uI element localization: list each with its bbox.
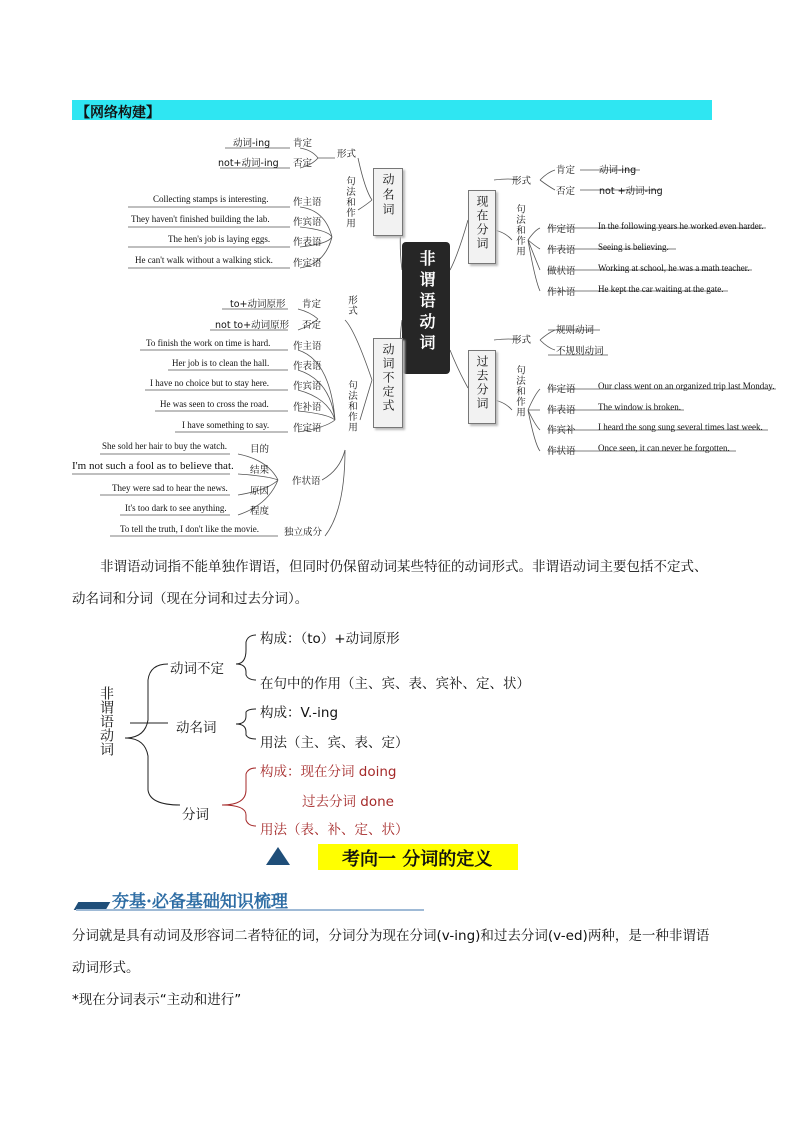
past-use-3-left: 作宾补 — [547, 425, 576, 436]
infinitive-adv-2-left: I'm not such a fool as to believe that. — [72, 460, 234, 472]
gerund-use-1-right: 作主语 — [293, 197, 322, 208]
infinitive-form-2-right: 否定 — [302, 320, 322, 331]
past-use-3-right: I heard the song sung several times last week. — [598, 422, 763, 432]
tree-root: 非谓语动词 — [98, 686, 114, 756]
past-box-label: 过去分词 — [475, 355, 489, 411]
kaoxiang-title: 考向一 分词的定义 — [342, 849, 493, 870]
header-label: 【网络构建】 — [76, 105, 160, 121]
body-line-1: 分词就是具有动词及形容词二者特征的词，分词分为现在分词(v-ing)和过去分词(v-ed)两种，是一种非谓语 — [72, 928, 710, 944]
infinitive-adv-1-left: She sold her hair to buy the watch. — [102, 441, 227, 451]
infinitive-adv-2-right: 结果 — [250, 465, 270, 476]
present-form-2-right: not +动词-ing — [599, 186, 663, 197]
present-form-2-left: 否定 — [556, 186, 576, 197]
intro-line-1: 非谓语动词指不能单独作谓语，但同时仍保留动词某些特征的动词形式。非谓语动词主要包括不定式、 — [100, 559, 708, 575]
infinitive-form-label: 形式 — [346, 295, 357, 316]
tree-infinitive-form: 构成：（to）+动词原形 — [260, 631, 400, 647]
infinitive-use-5-left: I have something to say. — [182, 420, 270, 430]
present-box-label: 现在分词 — [475, 195, 489, 251]
gerund-form-2-right: 否定 — [293, 158, 313, 169]
intro-line-2: 动名词和分词（现在分词和过去分词）。 — [72, 591, 309, 607]
section-title: 夯基·必备基础知识梳理 — [112, 892, 288, 912]
tree-gerund-label: 动名词 — [176, 720, 217, 736]
infinitive-independent-left: To tell the truth, I don't like the movie. — [120, 524, 259, 534]
infinitive-use-3-left: I have no choice but to stay here. — [150, 378, 269, 388]
present-use-1-right: In the following years he worked even harder. — [598, 221, 764, 231]
infinitive-adv-3-right: 原因 — [250, 486, 270, 497]
gerund-form-1-right: 肯定 — [293, 138, 313, 149]
gerund-form-2-left: not+动词-ing — [218, 158, 279, 169]
past-use-label: 句法和作用 — [514, 365, 525, 418]
infinitive-box-label: 动词不定式 — [381, 343, 395, 413]
tree-infinitive-use: 在句中的作用（主、宾、表、宾补、定、状） — [260, 676, 530, 692]
infinitive-use-5-right: 作定语 — [293, 423, 322, 434]
present-use-2-left: 作表语 — [547, 245, 576, 256]
body-line-3: *现在分词表示“主动和进行” — [72, 992, 242, 1008]
gerund-use-4-right: 作定语 — [293, 258, 322, 269]
infinitive-adv-4-right: 程度 — [250, 506, 270, 517]
gerund-form-1-left: 动词-ing — [233, 138, 271, 149]
tree-gerund-use: 用法（主、宾、表、定） — [260, 735, 409, 751]
gerund-use-3-right: 作表语 — [293, 237, 322, 248]
present-form-1-right: 动词-ing — [599, 165, 637, 176]
past-form-1: 规则动词 — [556, 325, 595, 336]
gerund-use-label: 句法和作用 — [344, 176, 355, 229]
infinitive-form-1-right: 肯定 — [302, 299, 322, 310]
tree-participle-label: 分词 — [182, 807, 209, 823]
gerund-use-3-left: The hen's job is laying eggs. — [168, 234, 271, 244]
infinitive-adv-1-right: 目的 — [250, 444, 270, 455]
infinitive-adverbial-label: 作状语 — [292, 476, 321, 487]
body-line-2: 动词形式。 — [72, 960, 140, 976]
past-use-1-left: 作定语 — [547, 384, 576, 395]
infinitive-use-3-right: 作宾语 — [293, 381, 322, 392]
tree-gerund-form: 构成：V.-ing — [260, 705, 339, 721]
gerund-box-label: 动名词 — [381, 173, 395, 218]
infinitive-use-4-right: 作补语 — [293, 402, 322, 413]
kaoxiang-bar — [318, 844, 518, 870]
gerund-use-2-left: They haven't finished building the lab. — [131, 214, 270, 224]
tree-infinitive-label: 动词不定 — [170, 661, 224, 677]
infinitive-use-2-right: 作表语 — [293, 361, 322, 372]
infinitive-use-4-left: He was seen to cross the road. — [160, 399, 269, 409]
gerund-use-2-right: 作宾语 — [293, 217, 322, 228]
past-form-label: 形式 — [512, 335, 532, 346]
tree-participle-form-1: 构成：现在分词 doing — [260, 764, 397, 780]
gerund-use-4-left: He can't walk without a walking stick. — [135, 255, 273, 265]
past-form-2: 不规则动词 — [556, 346, 604, 357]
past-use-2-left: 作表语 — [547, 405, 576, 416]
infinitive-use-2-left: Her job is to clean the hall. — [172, 358, 270, 368]
present-form-1-left: 肯定 — [556, 165, 576, 176]
tree-participle-use: 用法（表、补、定、状） — [260, 822, 409, 838]
infinitive-independent-right: 独立成分 — [284, 527, 323, 538]
infinitive-adv-4-left: It's too dark to see anything. — [125, 503, 227, 513]
past-use-4-left: 作状语 — [547, 446, 576, 457]
present-use-4-right: He kept the car waiting at the gate. — [598, 284, 724, 294]
present-use-1-left: 作定语 — [547, 224, 576, 235]
infinitive-adv-3-left: They were sad to hear the news. — [112, 483, 228, 493]
infinitive-form-2-left: not to+动词原形 — [215, 320, 290, 331]
gerund-form-label: 形式 — [337, 149, 357, 160]
present-form-label: 形式 — [512, 176, 532, 187]
present-use-3-left: 做状语 — [547, 266, 576, 277]
infinitive-use-1-right: 作主语 — [293, 341, 322, 352]
infinitive-use-1-left: To finish the work on time is hard. — [146, 338, 271, 348]
infinitive-form-1-left: to+动词原形 — [230, 299, 286, 310]
present-use-4-left: 作补语 — [547, 287, 576, 298]
past-use-1-right: Our class went on an organized trip last Monday. — [598, 381, 775, 391]
past-use-2-right: The window is broken. — [598, 402, 681, 412]
present-use-label: 句法和作用 — [514, 204, 525, 257]
present-use-3-right: Working at school, he was a math teacher. — [598, 263, 750, 273]
tree-participle-form-2: 过去分词 done — [302, 794, 394, 810]
mindmap-center-label: 非谓语动词 — [417, 250, 436, 355]
triangle-icon — [266, 847, 290, 865]
present-use-2-right: Seeing is believing. — [598, 242, 669, 252]
gerund-use-1-left: Collecting stamps is interesting. — [153, 194, 269, 204]
past-use-4-right: Once seen, it can never be forgotten. — [598, 443, 730, 453]
infinitive-use-label: 句法和作用 — [346, 380, 357, 433]
